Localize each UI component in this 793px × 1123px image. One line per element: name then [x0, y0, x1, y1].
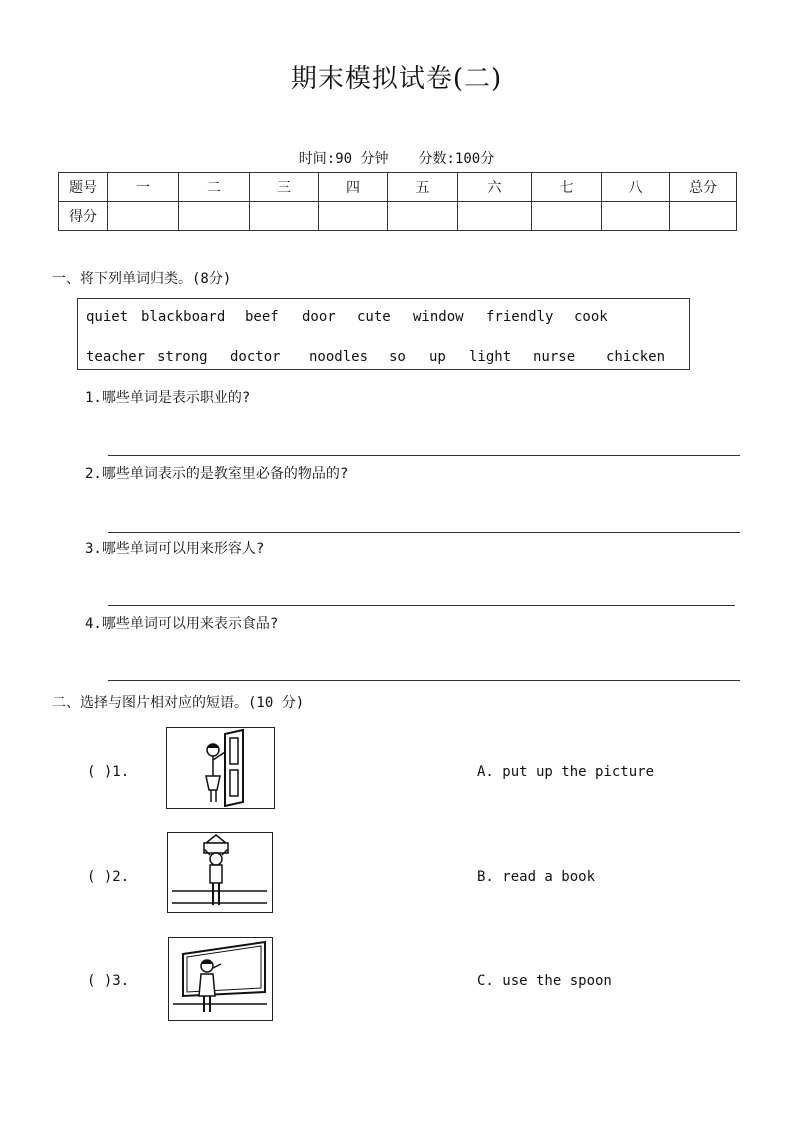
- word-item: friendly: [486, 309, 554, 325]
- answer-line-4[interactable]: [108, 680, 740, 681]
- score-cell[interactable]: [602, 202, 670, 231]
- option-c: C. use the spoon: [477, 973, 612, 989]
- exam-score: 分数:100分: [418, 151, 495, 167]
- question-4: 4.哪些单词可以用来表示食品?: [85, 616, 279, 632]
- word-item: teacher: [86, 349, 146, 365]
- exam-meta: [0, 148, 793, 168]
- score-table-header-label: 题号: [59, 173, 108, 202]
- score-table-header-row: [59, 173, 737, 202]
- question-1: 1.哪些单词是表示职业的?: [85, 390, 251, 406]
- question-2: 2.哪些单词表示的是教室里必备的物品的?: [85, 466, 349, 482]
- page-title: 期末模拟试卷(二): [290, 64, 503, 94]
- score-col-1: 一: [108, 173, 179, 202]
- word-item: chicken: [606, 349, 666, 365]
- score-cell[interactable]: [458, 202, 532, 231]
- word-item: quiet: [86, 309, 129, 325]
- girl-opening-door-icon: [166, 727, 275, 809]
- score-col-6: 六: [458, 173, 532, 202]
- word-item: window: [413, 309, 464, 325]
- score-cell[interactable]: [179, 202, 250, 231]
- answer-paren-1[interactable]: ( )1.: [87, 764, 130, 780]
- score-cell[interactable]: [319, 202, 388, 231]
- word-bank: [77, 298, 690, 370]
- score-col-5: 五: [388, 173, 458, 202]
- section-2-heading: 二、选择与图片相对应的短语。(10 分): [52, 695, 305, 711]
- option-a: A. put up the picture: [477, 764, 655, 780]
- score-table: [58, 172, 737, 231]
- word-item: light: [469, 349, 512, 365]
- word-item: nurse: [533, 349, 576, 365]
- exam-time: 时间:90 分钟: [298, 151, 389, 167]
- girl-at-blackboard-icon: [168, 937, 273, 1021]
- score-col-3: 三: [250, 173, 319, 202]
- option-b: B. read a book: [477, 869, 596, 885]
- word-item: strong: [157, 349, 208, 365]
- score-cell[interactable]: [388, 202, 458, 231]
- score-table-row-label: 得分: [59, 202, 108, 231]
- word-item: door: [302, 309, 336, 325]
- word-item: cute: [357, 309, 391, 325]
- score-col-8: 八: [602, 173, 670, 202]
- answer-paren-3[interactable]: ( )3.: [87, 973, 130, 989]
- score-cell[interactable]: [670, 202, 737, 231]
- word-item: so: [389, 349, 406, 365]
- section-1-heading: 一、将下列单词归类。(8分): [52, 271, 232, 287]
- answer-line-2[interactable]: [108, 532, 740, 533]
- answer-line-1[interactable]: [108, 455, 740, 456]
- word-item: up: [429, 349, 446, 365]
- word-item: blackboard: [141, 309, 226, 325]
- word-item: noodles: [309, 349, 369, 365]
- score-table-score-row: [59, 202, 737, 231]
- score-col-2: 二: [179, 173, 250, 202]
- answer-paren-2[interactable]: ( )2.: [87, 869, 130, 885]
- word-item: beef: [245, 309, 279, 325]
- word-item: doctor: [230, 349, 281, 365]
- score-cell[interactable]: [532, 202, 602, 231]
- score-col-7: 七: [532, 173, 602, 202]
- score-col-4: 四: [319, 173, 388, 202]
- score-cell[interactable]: [108, 202, 179, 231]
- score-cell[interactable]: [250, 202, 319, 231]
- word-item: cook: [574, 309, 608, 325]
- score-col-total: 总分: [670, 173, 737, 202]
- answer-line-3[interactable]: [108, 605, 735, 606]
- boy-hanging-picture-icon: [167, 832, 273, 913]
- question-3: 3.哪些单词可以用来形容人?: [85, 541, 265, 557]
